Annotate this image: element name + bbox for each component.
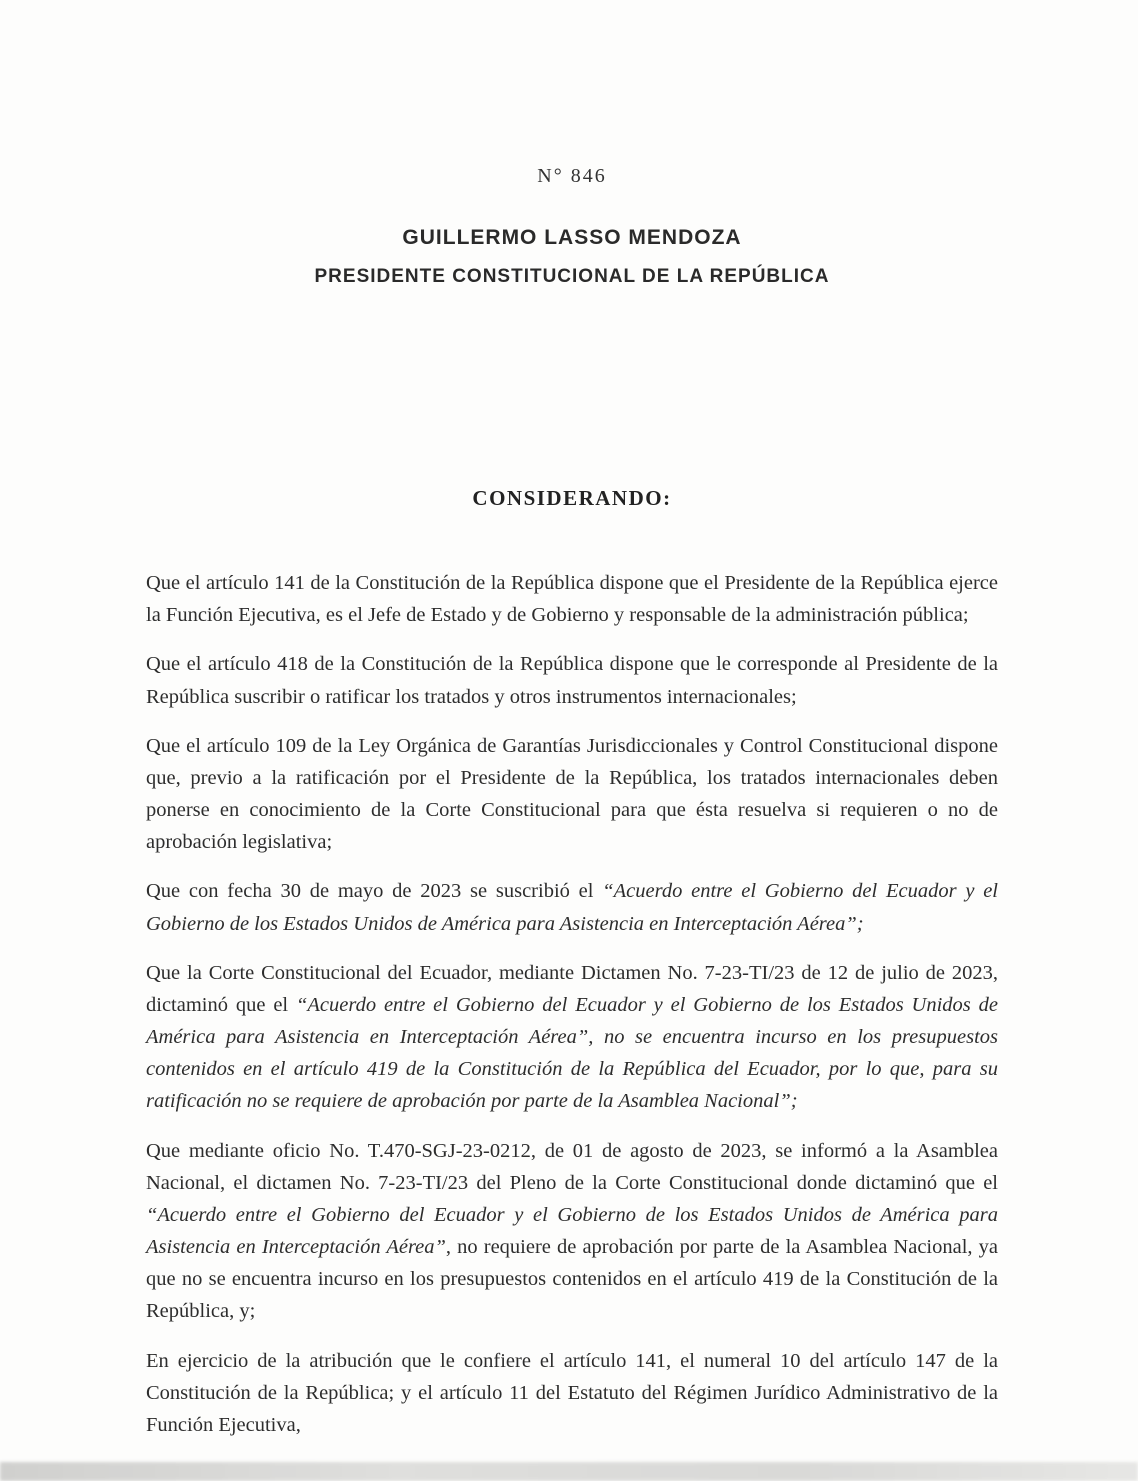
paragraph-run: , no requiere de aprobación por parte de la Asamblea Nacional, ya que no se encuentra incurso en los presupuestos contenidos en el artículo 419 de la Constitución de la República, y; (146, 1236, 998, 1323)
paragraph-run: En ejercicio de la atribución que le confiere el artículo 141, el numeral 10 del artículo 147 de la Constitución de la República; y el artículo 11 del Estatuto del Régimen Jurídico Administrativo de la Función Ejecutiva, (146, 1349, 998, 1436)
section-heading-considerando: CONSIDERANDO: (472, 486, 672, 510)
paragraph-run: Que el artículo 418 de la Constitución de la República dispone que le corresponde al Presidente de la República suscribir o ratificar los tratados y otros instrumentos internacionales; (146, 653, 998, 708)
paragraph (146, 1345, 998, 1442)
paragraph-run: Que el artículo 141 de la Constitución de la República dispone que el Presidente de la República ejerce la Función Ejecutiva, es el Jefe de Estado y de Gobierno y responsable de la administración pública; (146, 572, 998, 627)
document-author-title: PRESIDENTE CONSTITUCIONAL DE LA REPÚBLICA (314, 266, 830, 287)
scan-artifact-bottom (0, 1462, 1138, 1481)
paragraph-run: Que mediante oficio No. T.470-SGJ-23-0212, de 01 de agosto de 2023, se informó a la Asamblea Nacional, el dictamen No. 7-23-TI/23 del Pleno de la Corte Constitucional donde dictaminó que el (146, 1139, 998, 1194)
paragraph-run-italic: “Acuerdo entre el Gobierno del Ecuador y el Gobierno de los Estados Unidos de América para Asistencia en Interceptación Aérea”, no se encuentra incurso en los presupuestos contenidos en el artículo 419 de la Constitución de la República del Ecuador, por lo que, para su ratificación no se requiere de aprobación por parte de la Asamblea Nacional”; (146, 993, 998, 1113)
paragraph-run-italic: “Acuerdo entre el Gobierno del Ecuador y el Gobierno de los Estados Unidos de América para Asistencia en Interceptación Aérea”; (146, 880, 999, 935)
paragraph (146, 957, 998, 1118)
paragraph (146, 730, 998, 859)
paragraph (146, 1135, 998, 1328)
paragraph-run-italic: “Acuerdo entre el Gobierno del Ecuador y el Gobierno de los Estados Unidos de América para Asistencia en Interceptación Aérea” (146, 1203, 998, 1259)
paragraph (146, 875, 998, 939)
document-author: GUILLERMO LASSO MENDOZA (402, 226, 742, 249)
paragraph (146, 567, 998, 631)
paragraph-run: Que el artículo 109 de la Ley Orgánica de Garantías Jurisdiccionales y Control Constitucional dispone que, previo a la ratificación por el Presidente de la República, los tratados internacionales deben ponerse en conocimiento de la Corte Constitucional para que ésta resuelva si requieren o no de aprobación legislativa; (146, 734, 998, 854)
paragraph (146, 648, 998, 712)
paragraph-run: Que con fecha 30 de mayo de 2023 se suscribió el (146, 880, 603, 903)
paragraph-run: Que la Corte Constitucional del Ecuador, mediante Dictamen No. 7-23-TI/23 de 12 de julio de 2023, dictaminó que el (146, 961, 998, 1016)
document-paragraphs (146, 567, 998, 1441)
document-number: N° 846 (537, 165, 607, 187)
